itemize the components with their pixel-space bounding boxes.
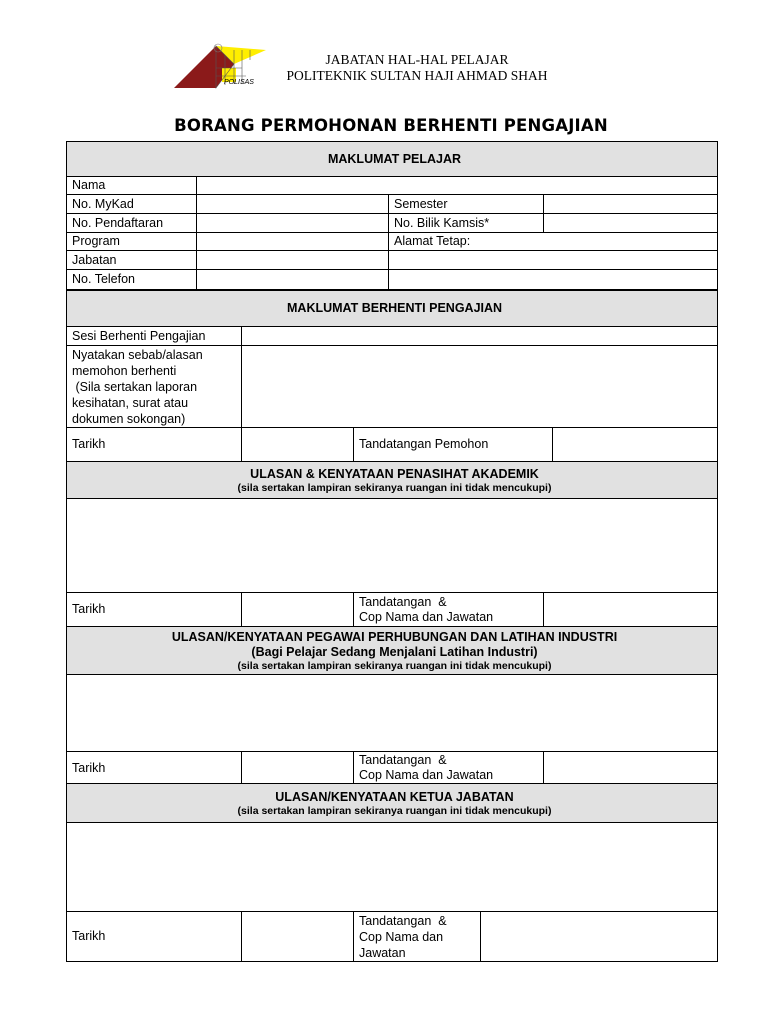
sig-line: Tandatangan &	[359, 594, 447, 609]
label-signature-advisor	[354, 593, 544, 627]
field-tarikh-pemohon[interactable]	[242, 428, 354, 462]
label-signature-industry	[354, 752, 544, 785]
sig-line: Tandatangan &	[359, 913, 447, 928]
label-telefon: No. Telefon	[67, 270, 197, 290]
institution-header	[262, 52, 572, 84]
head-of-dept-table	[66, 783, 718, 962]
field-alamat-tetap[interactable]	[389, 251, 718, 270]
field-reason[interactable]	[242, 346, 718, 428]
industry-heading-2: (Bagi Pelajar Sedang Menjalani Latihan Industri)	[251, 644, 538, 659]
field-mykad[interactable]	[197, 195, 389, 214]
reason-line: memohon berhenti	[72, 364, 177, 378]
sig-line: Cop Nama dan	[359, 929, 444, 944]
advisor-note: (sila sertakan lampiran sekiranya ruangan ini tidak mencukupi)	[237, 481, 552, 494]
label-tarikh-industry: Tarikh	[67, 752, 242, 785]
hod-note: (sila sertakan lampiran sekiranya ruangan ini tidak mencukupi)	[237, 804, 552, 817]
field-alamat-tetap-2[interactable]	[389, 270, 718, 290]
industry-table	[66, 626, 718, 785]
field-tarikh-advisor[interactable]	[242, 593, 354, 627]
field-telefon[interactable]	[197, 270, 389, 290]
label-signature-hod	[354, 912, 481, 962]
label-jabatan: Jabatan	[67, 251, 197, 270]
field-jabatan[interactable]	[197, 251, 389, 270]
institution-name: POLITEKNIK SULTAN HAJI AHMAD SHAH	[286, 68, 548, 83]
label-sesi-berhenti: Sesi Berhenti Pengajian	[67, 327, 242, 346]
label-alamat-tetap: Alamat Tetap:	[389, 233, 718, 251]
section-heading-industry	[67, 627, 718, 675]
field-signature-advisor[interactable]	[544, 593, 718, 627]
label-tarikh-pemohon: Tarikh	[67, 428, 242, 462]
advisor-table	[66, 461, 718, 627]
field-tarikh-hod[interactable]	[242, 912, 354, 962]
field-bilik-kamsis[interactable]	[544, 214, 718, 233]
label-semester: Semester	[389, 195, 544, 214]
logo-caption: POLISAS	[224, 79, 254, 86]
field-pendaftaran[interactable]	[197, 214, 389, 233]
withdrawal-info-table	[66, 290, 718, 462]
field-program[interactable]	[197, 233, 389, 251]
section-heading-student: MAKLUMAT PELAJAR	[67, 142, 718, 177]
label-tarikh-hod: Tarikh	[67, 912, 242, 962]
sig-line: Cop Nama dan Jawatan	[359, 609, 494, 624]
reason-line: (Sila sertakan laporan	[72, 380, 198, 394]
label-tarikh-advisor: Tarikh	[67, 593, 242, 627]
sig-line: Cop Nama dan Jawatan	[359, 768, 494, 782]
field-signature-hod[interactable]	[481, 912, 718, 962]
field-tarikh-industry[interactable]	[242, 752, 354, 785]
label-mykad: No. MyKad	[67, 195, 197, 214]
department-name: JABATAN HAL-HAL PELAJAR	[325, 52, 509, 67]
field-sesi-berhenti[interactable]	[242, 327, 718, 346]
advisor-heading: ULASAN & KENYATAAN PENASIHAT AKADEMIK	[250, 466, 539, 481]
section-heading-withdrawal: MAKLUMAT BERHENTI PENGAJIAN	[67, 291, 718, 327]
field-advisor-comment[interactable]	[67, 499, 718, 593]
field-nama[interactable]	[197, 177, 718, 195]
student-info-table	[66, 141, 718, 290]
reason-line: dokumen sokongan)	[72, 412, 186, 426]
field-industry-comment[interactable]	[67, 675, 718, 752]
label-reason	[67, 346, 242, 428]
label-bilik-kamsis: No. Bilik Kamsis*	[389, 214, 544, 233]
sig-line: Jawatan	[359, 945, 406, 960]
sig-line: Tandatangan &	[359, 753, 447, 767]
field-semester[interactable]	[544, 195, 718, 214]
form-title: BORANG PERMOHONAN BERHENTI PENGAJIAN	[174, 116, 608, 135]
label-program: Program	[67, 233, 197, 251]
label-tandatangan-pemohon: Tandatangan Pemohon	[354, 428, 553, 462]
field-signature-industry[interactable]	[544, 752, 718, 785]
hod-heading: ULASAN/KENYATAAN KETUA JABATAN	[275, 789, 514, 804]
label-pendaftaran: No. Pendaftaran	[67, 214, 197, 233]
field-hod-comment[interactable]	[67, 823, 718, 912]
industry-heading: ULASAN/KENYATAAN PEGAWAI PERHUBUNGAN DAN LATIHAN INDUSTRI	[171, 629, 618, 644]
section-heading-advisor	[67, 462, 718, 499]
field-tandatangan-pemohon[interactable]	[553, 428, 718, 462]
industry-note: (sila sertakan lampiran sekiranya ruangan ini tidak mencukupi)	[237, 659, 552, 672]
section-heading-hod	[67, 784, 718, 823]
reason-line: Nyatakan sebab/alasan	[72, 348, 203, 362]
reason-line: kesihatan, surat atau	[72, 396, 189, 410]
label-nama: Nama	[67, 177, 197, 195]
